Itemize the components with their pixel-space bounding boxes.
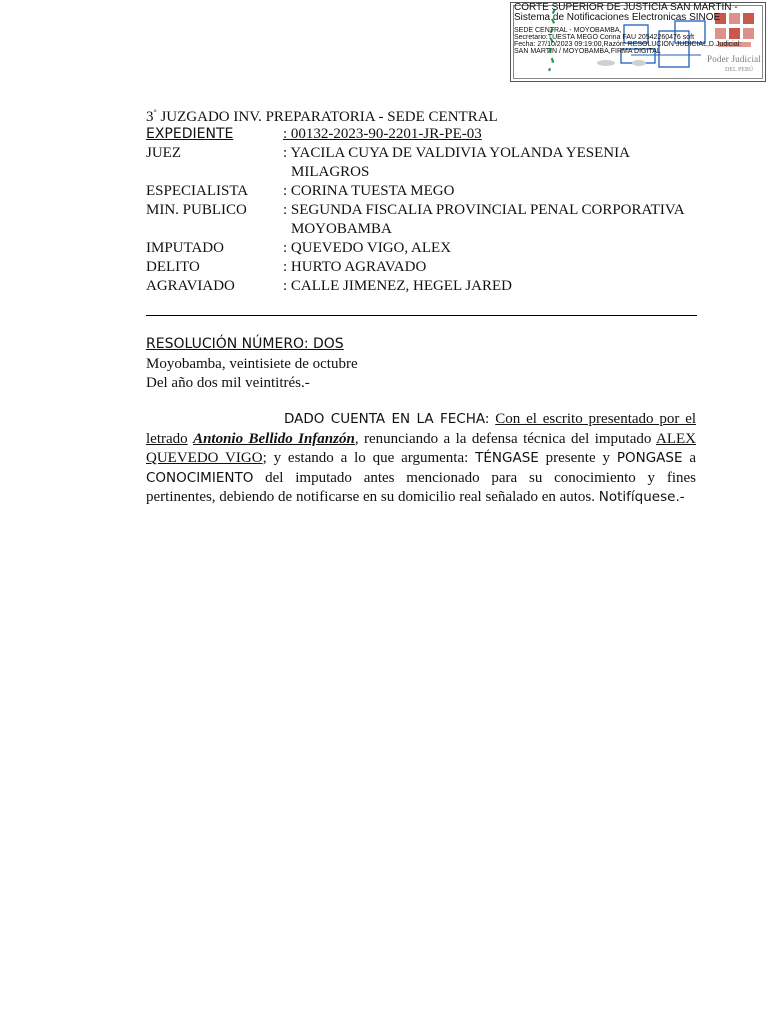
body-text-5: a (689, 450, 697, 466)
field-label-delito: DELITO (146, 259, 200, 275)
field-value-agraviado: : CALLE JIMENEZ, HEGEL JARED (283, 278, 512, 294)
field-label-agraviado: AGRAVIADO (146, 278, 235, 294)
court-ordinal-mark: ° (153, 108, 157, 117)
field-label-imputado: IMPUTADO (146, 240, 224, 256)
body-text-4: presente y (545, 450, 610, 466)
body-text-6: del imputado antes mencionado para su conocimiento y fines pertinentes, debiendo de notificarse en su domicilio real señalado en autos. (146, 469, 697, 505)
resolution-title: RESOLUCIÓN NÚMERO: DOS (146, 336, 344, 352)
keyword-tengase: TÉNGASE (475, 450, 539, 466)
stamp-detail-line-2: Secretario:TUESTA MEGO Corina FAU 20542260476 soft (514, 34, 695, 41)
keyword-notifiquese: Notifíquese.- (598, 489, 685, 505)
body-text-2: , renunciando a la defensa técnica del imputado (354, 430, 652, 447)
field-value-delito: : HURTO AGRAVADO (283, 259, 427, 275)
resolution-place-date: Moyobamba, veintisiete de octubre (146, 356, 358, 372)
field-value-expediente: : 00132-2023-90-2201-JR-PE-03 (283, 126, 482, 142)
field-label-expediente: EXPEDIENTE (146, 126, 234, 142)
court-ordinal: 3 (146, 109, 154, 125)
field-value-min-publico: : SEGUNDA FISCALIA PROVINCIAL PENAL CORPORATIVA (283, 202, 685, 218)
body-lead: DADO CUENTA EN LA FECHA: (284, 411, 490, 427)
keyword-conocimiento: CONOCIMIENTO (146, 469, 254, 486)
field-value-especialista: : CORINA TUESTA MEGO (283, 183, 455, 199)
field-value-juez-cont: MILAGROS (291, 164, 370, 180)
stamp-title-line-2: Sistema de Notificaciones Electronicas SINOE (514, 12, 721, 23)
logo-subtext: DEL PERÚ (725, 67, 754, 73)
resolution-body (146, 410, 696, 508)
stamp-detail-line-1: SEDE CENTRAL - MOYOBAMBA, (514, 27, 622, 34)
court-name-text: JUZGADO INV. PREPARATORIA - SEDE CENTRAL (156, 109, 498, 125)
field-label-especialista: ESPECIALISTA (146, 183, 249, 199)
keyword-pongase: PONGASE (616, 450, 683, 466)
stamp-detail-line-3: Fecha: 27/10/2023 09:19:00,Razón: RESOLUCIÓN JUDICIAL,D.Judicial: (514, 41, 742, 48)
field-value-juez: : YACILA CUYA DE VALDIVIA YOLANDA YESENIA (283, 145, 630, 161)
lawyer-name: Antonio Bellido Infanzón (193, 430, 355, 447)
field-value-imputado: : QUEVEDO VIGO, ALEX (283, 240, 452, 256)
digital-signature-stamp (510, 2, 766, 82)
stamp-detail-line-4: SAN MARTIN / MOYOBAMBA,FIRMA DIGITAL (514, 48, 661, 55)
field-label-min-publico: MIN. PUBLICO (146, 202, 247, 218)
body-text-1: Con el escrito presentado por el letrado (146, 411, 697, 447)
resolution-year: Del año dos mil veintitrés.- (146, 375, 310, 391)
stamp-title-line-1: CORTE SUPERIOR DE JUSTICIA SAN MARTIN - (514, 2, 738, 13)
defendant-name: ALEX QUEVEDO VIGO (146, 430, 696, 466)
header-divider (146, 315, 697, 316)
field-label-juez: JUEZ (146, 145, 181, 161)
court-name (146, 104, 498, 126)
field-value-min-publico-cont: MOYOBAMBA (291, 221, 392, 237)
logo-text: Poder Judicial (707, 54, 762, 64)
body-text-3: ; y estando a lo que argumenta: (262, 450, 469, 466)
